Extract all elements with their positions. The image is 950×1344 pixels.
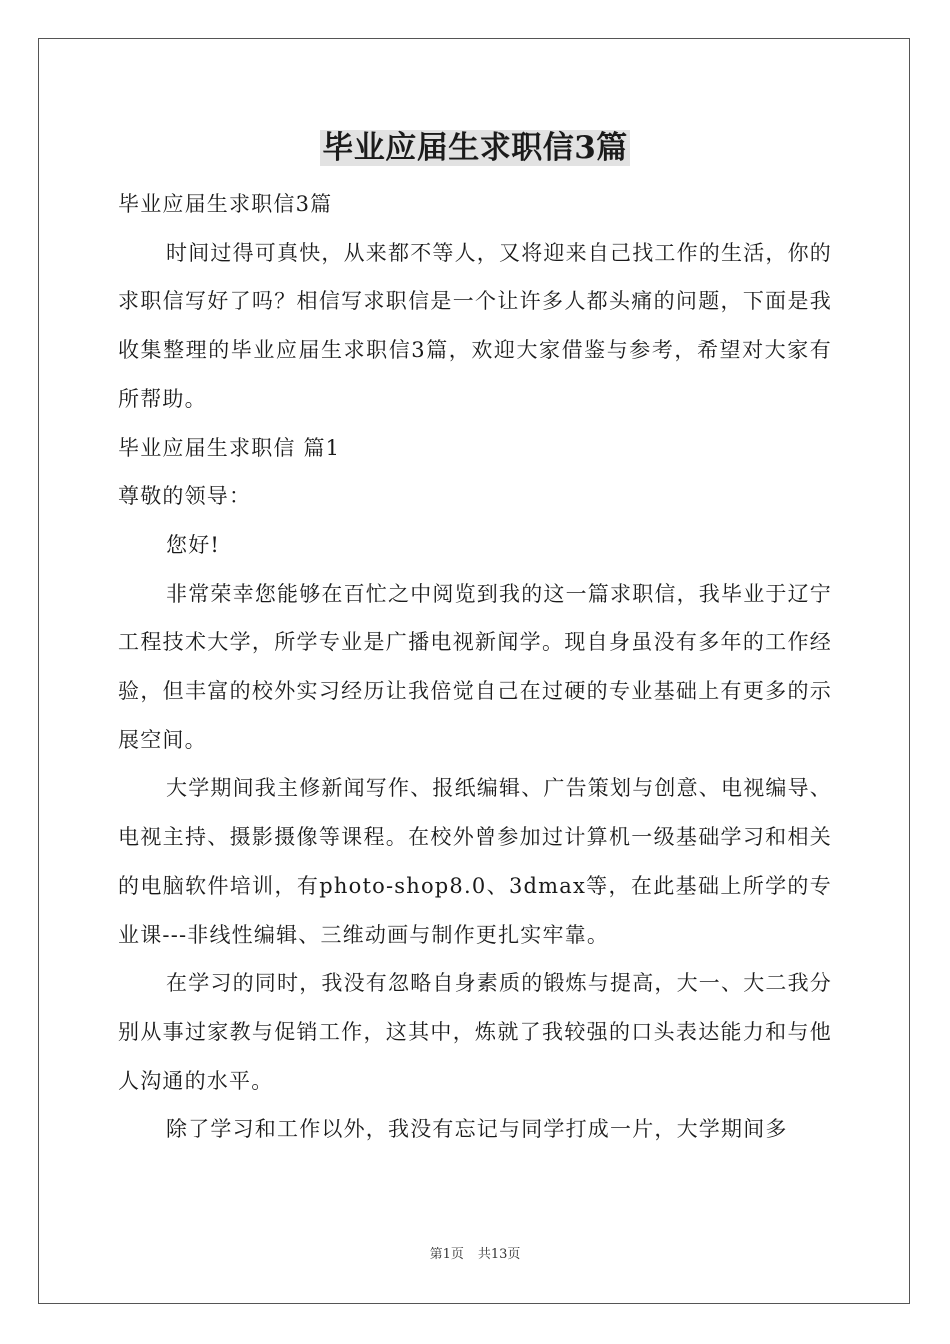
page-total: 共13页 — [477, 1247, 521, 1262]
document-title — [0, 126, 950, 170]
paragraph: 除了学习和工作以外，我没有忘记与同学打成一片，大学期间多 — [166, 1117, 788, 1142]
paragraph: 毕业应届生求职信 篇1 — [118, 435, 341, 460]
paragraph: 尊敬的领导： — [118, 484, 252, 509]
paragraph: 在学习的同时，我没有忽略自身素质的锻炼与提高，大一、大二我分别从事过家教与促销工作，这其中，炼就了我较强的口头表达能力和与他人沟通的水平。 — [118, 971, 832, 1093]
paragraph: 毕业应届生求职信3篇 — [118, 192, 333, 216]
paragraph: 大学期间我主修新闻写作、报纸编辑、广告策划与创意、电视编导、电视主持、摄影摄像等课程。在校外曾参加过计算机一级基础学习和相关的电脑软件培训，有photo-shop8.0、3dmax等，在此基础上所学的专业课---非线性编辑、三维动画与制作更扎实牢靠。 — [118, 776, 832, 947]
page-number: 第1页 — [429, 1247, 464, 1262]
paragraph: 非常荣幸您能够在百忙之中阅览到我的这一篇求职信，我毕业于辽宁工程技术大学，所学专业是广播电视新闻学。现自身虽没有多年的工作经验，但丰富的校外实习经历让我倍觉自己在过硬的专业基础上有更多的示展空间。 — [118, 581, 832, 752]
document-body — [118, 180, 832, 1154]
document-title-text: 毕业应届生求职信3篇 — [322, 130, 628, 166]
paragraph: 您好! — [166, 532, 221, 557]
page-footer — [0, 1246, 950, 1264]
paragraph: 时间过得可真快，从来都不等人，又将迎来自己找工作的生活，你的求职信写好了吗？相信写求职信是一个让许多人都头痛的问题，下面是我收集整理的毕业应届生求职信3篇，欢迎大家借鉴与参考，希望对大家有所帮助。 — [118, 240, 832, 411]
